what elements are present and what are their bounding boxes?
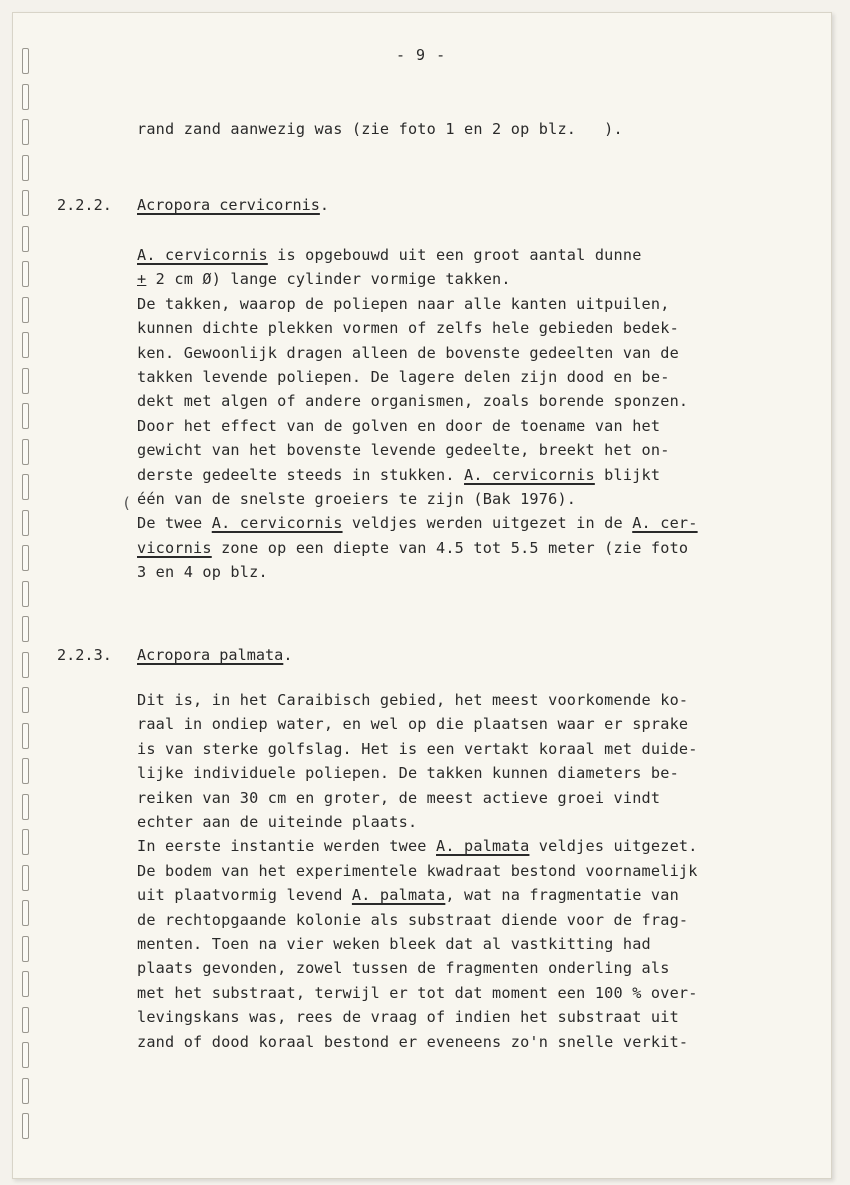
text-line [137, 984, 698, 1002]
binder-hole [22, 1042, 29, 1068]
section-number-2-2-2: 2.2.2. [57, 196, 112, 214]
binder-hole [22, 332, 29, 358]
binder-hole [22, 119, 29, 145]
text-line [137, 514, 698, 532]
text-line [137, 959, 670, 977]
text-line [137, 563, 268, 581]
text-span: levingskans was, rees de vraag of indien het substraat uit [137, 1008, 679, 1027]
section-title-text: Acropora cervicornis [137, 196, 320, 214]
text-span: plaats gevonden, zowel tussen de fragmenten onderling als [137, 959, 670, 978]
text-span: Door het effect van de golven en door de toename van het [137, 416, 661, 435]
binder-hole [22, 936, 29, 962]
text-line [137, 911, 688, 929]
binder-hole [22, 403, 29, 429]
binder-hole [22, 687, 29, 713]
text-span: uit plaatvormig levend [137, 886, 352, 905]
section-title-acropora-palmata [137, 646, 292, 664]
text-span: De takken, waarop de poliepen naar alle kanten uitpuilen, [137, 294, 670, 313]
text-line [137, 368, 670, 386]
section-title-period: . [283, 646, 293, 664]
section-title-text: Acropora palmata [137, 646, 284, 664]
binder-hole [22, 971, 29, 997]
binder-hole [22, 226, 29, 252]
plus-minus-sign: + [137, 270, 147, 289]
text-line [137, 270, 511, 288]
text-span: reiken van 30 cm en groter, de meest actieve groei vindt [137, 788, 661, 807]
text-span: blijkt [594, 465, 661, 484]
binder-hole [22, 723, 29, 749]
text-span: gewicht van het bovenste levende gedeelte, breekt het on- [137, 441, 670, 460]
text-span: de rechtopgaande kolonie als substraat diende voor de frag- [137, 910, 689, 929]
text-line [137, 715, 688, 733]
text-span: lijke individuele poliepen. De takken kunnen diameters be- [137, 764, 679, 783]
binder-hole [22, 155, 29, 181]
text-line [137, 1008, 679, 1026]
text-line [137, 441, 670, 459]
species-name: A. palmata [436, 837, 530, 856]
paper-sheet [12, 12, 832, 1179]
text-span: zand of dood koraal bestond er eveneens zo'n snelle verkit- [137, 1032, 689, 1051]
text-span: De twee [137, 514, 212, 533]
binder-hole [22, 616, 29, 642]
text-span: Dit is, in het Caraibisch gebied, het meest voorkomende ko- [137, 691, 689, 709]
text-line [137, 764, 679, 782]
text-line [137, 344, 679, 362]
species-name: A. cer- [632, 514, 698, 533]
text-line [137, 417, 660, 435]
text-span: veldjes werden uitgezet in de [342, 514, 633, 533]
text-span: menten. Toen na vier weken bleek dat al vastkitting had [137, 935, 651, 953]
text-span: ken. Gewoonlijk dragen alleen de bovenste gedeelten van de [137, 343, 679, 362]
text-span: zone op een diepte van 4.5 tot 5.5 meter (zie foto [211, 538, 689, 557]
binder-hole [22, 900, 29, 926]
page-number: - 9 - [396, 46, 447, 64]
text-line [137, 813, 417, 831]
binder-hole [22, 652, 29, 678]
text-line [137, 466, 660, 484]
text-span: De bodem van het experimentele kwadraat bestond voornamelijk [137, 861, 698, 880]
text-span: In eerste instantie werden twee [137, 837, 436, 856]
text-line [137, 886, 679, 904]
text-line [137, 319, 679, 337]
text-span: één van de snelste groeiers te zijn (Bak 1976). [137, 490, 577, 508]
binder-hole [22, 510, 29, 536]
binder-hole [22, 1078, 29, 1104]
text-line-intro: rand zand aanwezig was (zie foto 1 en 2 op blz. ). [137, 120, 623, 138]
binder-hole [22, 84, 29, 110]
text-span: is opgebouwd uit een groot aantal dunne [267, 246, 642, 264]
text-span: 3 en 4 op blz. [137, 563, 268, 582]
handwritten-margin-mark: ( [122, 494, 132, 512]
section-title-period: . [319, 196, 330, 214]
species-name: vicornis [137, 538, 212, 557]
species-name: A. cervicornis [211, 514, 343, 533]
binder-hole [22, 1113, 29, 1139]
text-line [137, 539, 688, 557]
binder-hole [22, 829, 29, 855]
species-name: A. cervicornis [464, 465, 595, 484]
species-name: A. cervicornis [137, 246, 268, 264]
text-line [137, 392, 688, 410]
text-span: veldjes uitgezet. [529, 837, 698, 856]
text-span: raal in ondiep water, en wel op die plaatsen waar er sprake [137, 715, 689, 734]
text-span: derste gedeelte steeds in stukken. [137, 465, 465, 484]
species-name: A. palmata [351, 886, 446, 905]
text-line [137, 490, 576, 508]
binder-hole [22, 439, 29, 465]
text-line [137, 862, 698, 880]
binder-hole [22, 368, 29, 394]
text-span: , wat na fragmentatie van [445, 886, 679, 905]
binder-hole [22, 1007, 29, 1033]
text-span: dekt met algen of andere organismen, zoals borende sponzen. [137, 392, 689, 411]
text-line [137, 691, 688, 709]
text-line [137, 740, 698, 758]
text-line [137, 295, 670, 313]
text-line [137, 1033, 688, 1051]
binder-hole [22, 794, 29, 820]
binder-hole [22, 474, 29, 500]
text-line [137, 837, 698, 855]
text-span: 2 cm Ø) lange cylinder vormige takken. [146, 270, 511, 289]
binder-hole [22, 261, 29, 287]
binder-hole [22, 48, 29, 74]
text-span: echter aan de uiteinde plaats. [137, 813, 418, 831]
section-title-acropora-cervicornis [137, 196, 329, 214]
binder-hole [22, 865, 29, 891]
binder-hole [22, 758, 29, 784]
text-span: met het substraat, terwijl er tot dat moment een 100 % over- [137, 983, 698, 1002]
section-number-2-2-3: 2.2.3. [57, 646, 112, 664]
text-line [137, 935, 651, 953]
binder-hole [22, 581, 29, 607]
binder-hole [22, 297, 29, 323]
text-span: kunnen dichte plekken vormen of zelfs hele gebieden bedek- [137, 319, 679, 338]
binder-hole [22, 190, 29, 216]
text-line [137, 246, 642, 264]
text-span: takken levende poliepen. De lagere delen zijn dood en be- [137, 368, 670, 386]
text-line [137, 789, 660, 807]
binder-hole [22, 545, 29, 571]
text-span: is van sterke golfslag. Het is een vertakt koraal met duide- [137, 739, 698, 758]
